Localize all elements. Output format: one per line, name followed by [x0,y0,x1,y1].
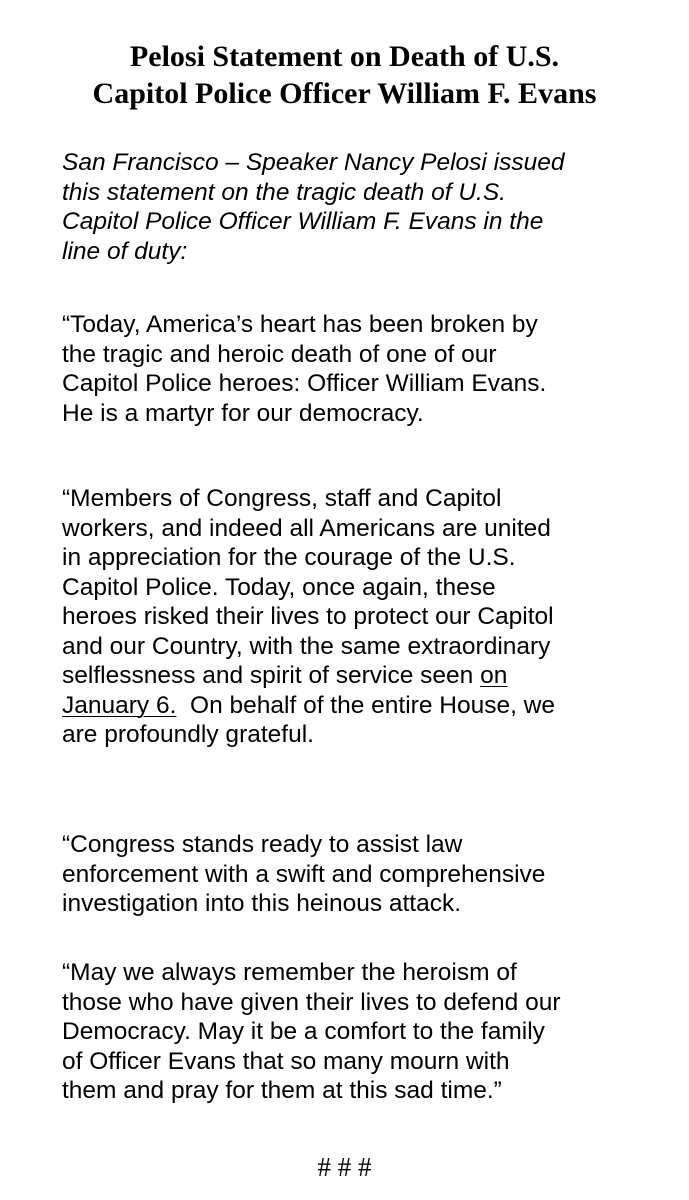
paragraph-line: are profoundly grateful. [62,721,314,748]
statement-title [40,38,649,112]
paragraph-line: He is a martyr for our democracy. [62,399,424,427]
paragraph-line: them and pray for them at this sad time.” [62,1077,502,1104]
quote-paragraph-1 [62,310,662,428]
paragraph-text: selflessness and spirit of service seen [62,662,481,689]
intro-line: this statement on the tragic death of U.S. [62,178,506,206]
title-line: Capitol Police Officer William F. Evans [92,77,597,110]
paragraph-line: Democracy. May it be a comfort to the family [62,1018,545,1045]
intro-line: line of duty: [62,237,188,265]
paragraph-line: of Officer Evans that so many mourn with [62,1047,510,1075]
paragraph-line: in appreciation for the courage of the U.S. [62,544,516,571]
paragraph-line: investigation into this heinous attack. [62,890,462,917]
intro-paragraph [62,148,662,266]
paragraph-line: and our Country, with the same extraordinary [62,632,551,660]
end-mark: # # # [317,1152,372,1182]
quote-paragraph-4 [62,958,662,1106]
paragraph-line: the tragic and heroic death of one of our [62,340,497,368]
january-6-link[interactable]: on [480,662,508,689]
title-line: Pelosi Statement on Death of U.S. [129,40,560,73]
paragraph-line: those who have given their lives to defend our [62,988,561,1016]
paragraph-line: heroes risked their lives to protect our Capitol [62,603,554,630]
quote-paragraph-3 [62,830,662,919]
paragraph-line: enforcement with a swift and comprehensive [62,860,546,888]
intro-line: Capitol Police Officer William F. Evans in the [62,208,544,235]
january-6-link[interactable]: January 6. [62,691,177,719]
paragraph-line: Capitol Police. Today, once again, these [62,573,496,601]
paragraph-line: “May we always remember the heroism of [62,959,517,986]
intro-line: San Francisco – Speaker Nancy Pelosi issued [62,149,565,176]
paragraph-line [62,661,662,691]
paragraph-line: “Today, America’s heart has been broken by [62,311,538,338]
paragraph-line: “Congress stands ready to assist law [62,831,463,858]
quote-paragraph-2 [62,484,662,750]
paragraph-line: Capitol Police heroes: Officer William Evans. [62,370,547,397]
paragraph-line [62,691,662,721]
paragraph-line: “Members of Congress, staff and Capitol [62,485,502,512]
paragraph-text: On behalf of the entire House, we [176,691,556,719]
paragraph-line: workers, and indeed all Americans are united [62,514,551,542]
